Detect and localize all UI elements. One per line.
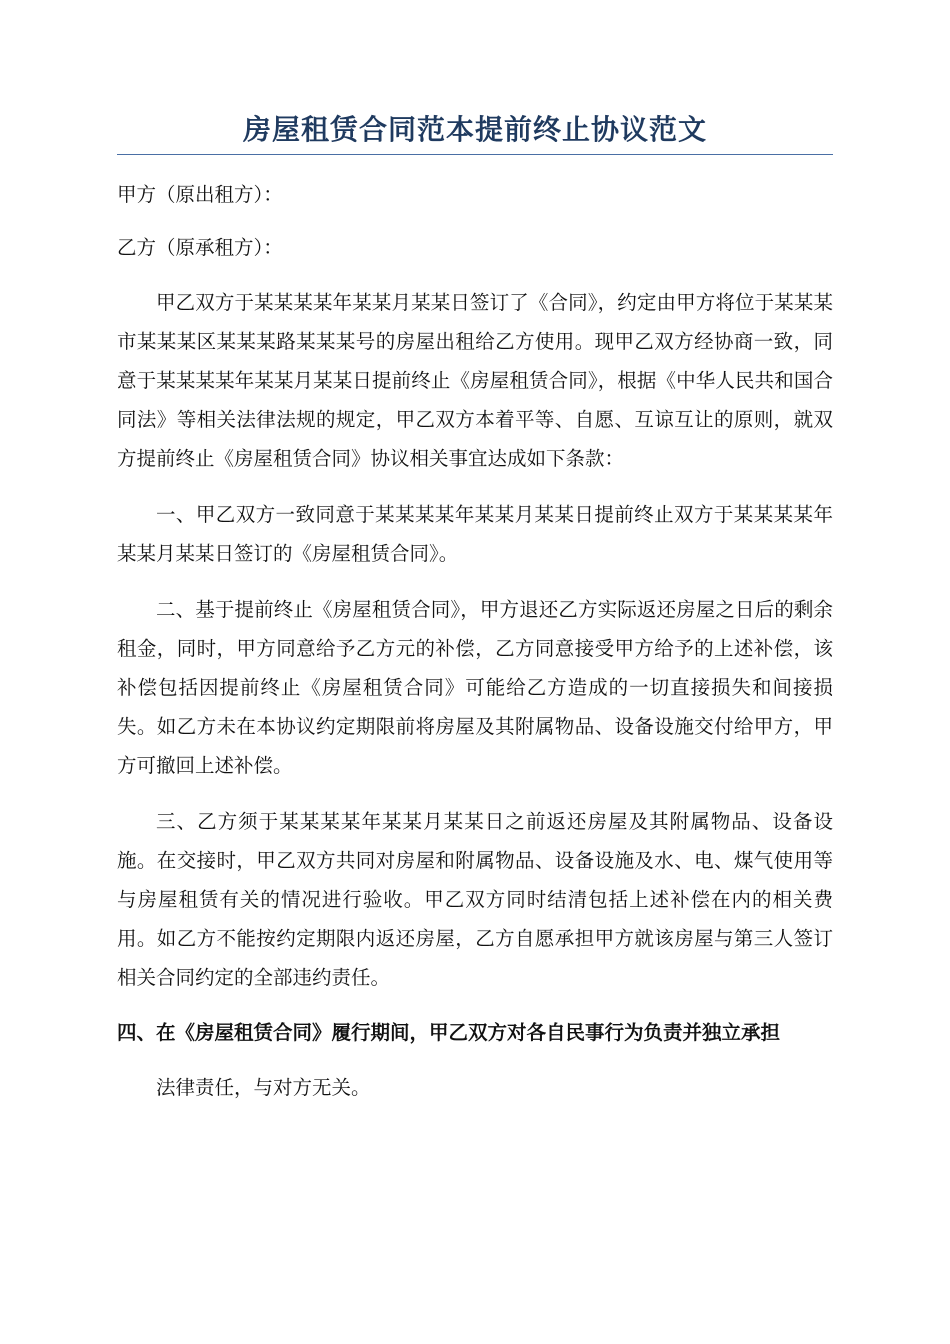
document-page	[117, 108, 833, 1107]
clause-1-paragraph: 一、甲乙双方一致同意于某某某某年某某月某某日提前终止双方于某某某某年某某月某某日签订的《房屋租赁合同》。	[117, 503, 833, 565]
clause-3-paragraph: 三、乙方须于某某某某年某某月某某日之前返还房屋及其附属物品、设备设施。在交接时，甲乙双方共同对房屋和附属物品、设备设施及水、电、煤气使用等与房屋租赁有关的情况进行验收。甲乙双方同时结清包括上述补偿在内的相关费用。如乙方不能按约定期限内返还房屋，乙方自愿承担甲方就该房屋与第三人签订相关合同约定的全部违约责任。	[117, 810, 833, 989]
party-b-line: 乙方（原承租方）：	[117, 236, 283, 259]
clause-4-heading: 四、在《房屋租赁合同》履行期间，甲乙双方对各自民事行为负责并独立承担	[117, 1021, 781, 1044]
clause-4-paragraph: 法律责任，与对方无关。	[156, 1076, 371, 1099]
document-title: 房屋租赁合同范本提前终止协议范文	[117, 108, 833, 155]
intro-paragraph: 甲乙双方于某某某某年某某月某某日签订了《合同》，约定由甲方将位于某某某市某某某区某某某路某某某号的房屋出租给乙方使用。现甲乙双方经协商一致，同意于某某某某年某某月某某日提前终止《房屋租赁合同》，根据《中华人民共和国合同法》等相关法律法规的规定，甲乙双方本着平等、自愿、互谅互让的原则，就双方提前终止《房屋租赁合同》协议相关事宜达成如下条款：	[117, 291, 833, 470]
clause-2-paragraph: 二、基于提前终止《房屋租赁合同》，甲方退还乙方实际返还房屋之日后的剩余租金，同时，甲方同意给予乙方元的补偿，乙方同意接受甲方给予的上述补偿，该补偿包括因提前终止《房屋租赁合同》可能给乙方造成的一切直接损失和间接损失。如乙方未在本协议约定期限前将房屋及其附属物品、设备设施交付给甲方，甲方可撤回上述补偿。	[117, 598, 833, 777]
party-a-line: 甲方（原出租方）：	[117, 183, 283, 206]
